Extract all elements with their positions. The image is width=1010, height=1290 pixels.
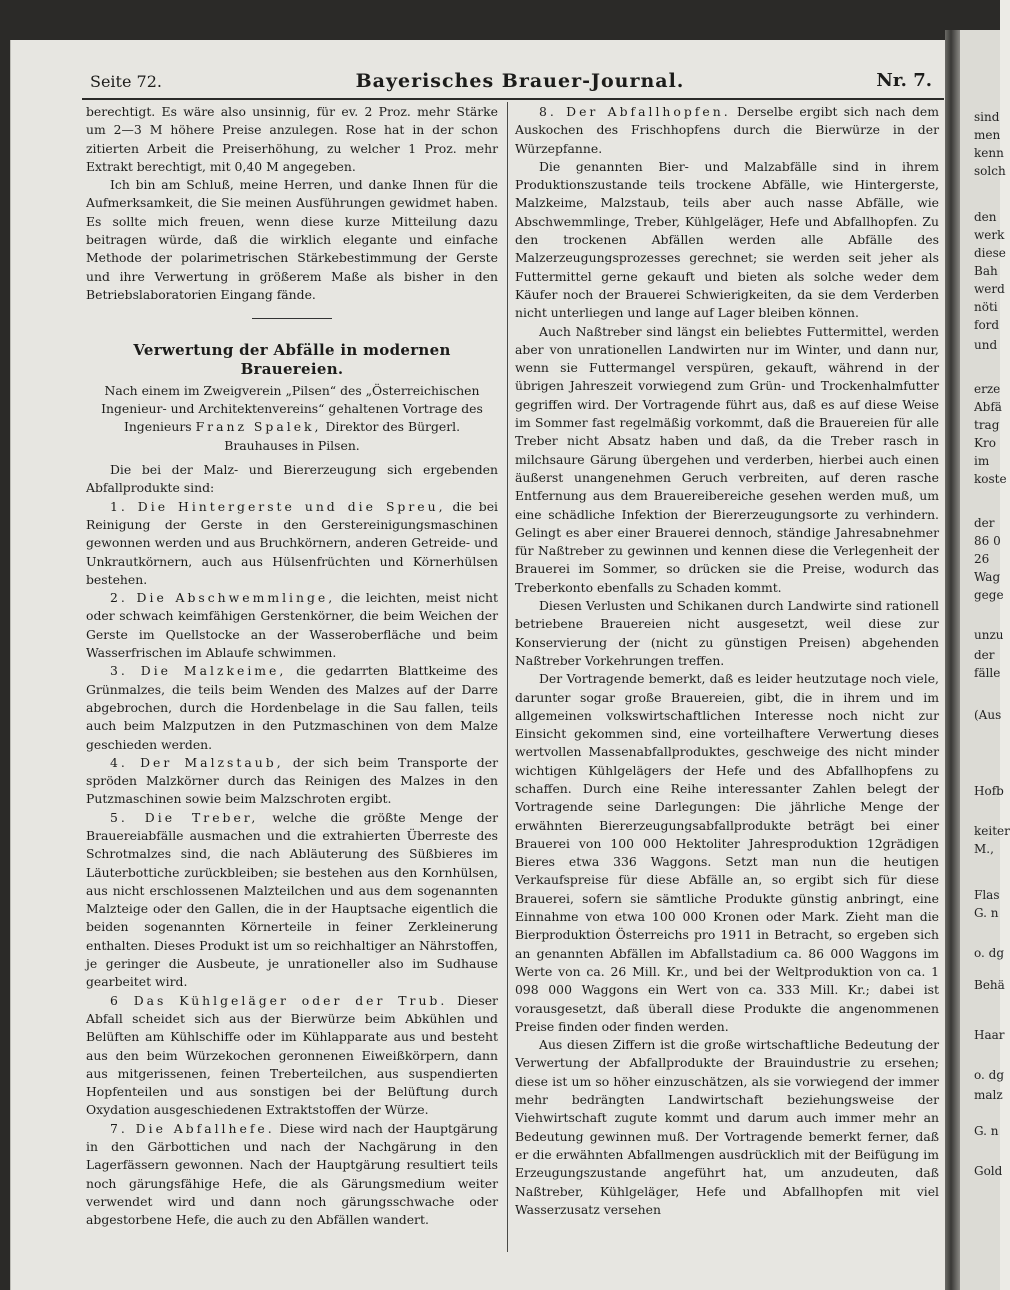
section-divider xyxy=(252,318,332,319)
list-item xyxy=(86,754,498,809)
next-page-fragment: der xyxy=(974,516,995,530)
paragraph: Ich bin am Schluß, meine Herren, und danke Ihnen für die Aufmerksamkeit, die Sie meinen Ausführungen gewidmet haben. Es sollte mich freuen, wenn diese kurze Mitteilung dazu beitragen würde, daß die wirklich elegante und einfache Methode der polarimetrischen Stärkebestimmung der Gerste und ihre Verwertung in größerem Maße als bisher in den Betriebslaboratorien Eingang fände. xyxy=(86,177,498,302)
list-item xyxy=(86,498,498,589)
item-label: 5. Die Treber, xyxy=(110,809,259,825)
next-page-fragment: G. n xyxy=(974,906,999,920)
journal-title: Bayerisches Brauer-Journal. xyxy=(355,70,685,92)
paragraph: Der Vortragende bemerkt, daß es leider heutzutage noch viele, darunter sogar große Brauereien, gibt, die in ihrem und im allgemeinen volkswirtschaftlichen Interesse noch nicht zur Einsicht gekommen sind, eine vorteilhaftere Verwertung dieses wertvollen Massenabfallproduktes, geschweige des nicht minder wichtigen Kühlgelägers der Hefe und des Abfallhopfens zu schaffen. Durch eine Reihe interessanter Zahlen belegt der Vortragende seine Darlegungen: Die jährliche Menge der erwähnten Biererzeugungsabfallprodukte beträgt bei einer Brauerei von 100 000 Hektoliter Jahresproduktion 12grädigen Bieres etwa 336 Waggons. Setzt man nun die heutigen Verkaufspreise für diese Abfälle an, so ergibt sich für diese Brauerei, sofern sie sämtliche Produkte günstig anbringt, eine Einnahme von etwa 100 000 Kronen oder Mark. Zieht man die Bierproduktion Österreichs pro 1911 in Betracht, so ergeben sich an genannten Abfällen im Abfallstadium ca. 86 000 Waggons im Werte von ca. 26 Mill. Kr., und bei der Weltproduktion von ca. 1 098 000 Waggons ein Wert von ca. 333 Mill. Kr.; dabei ist vorausgesetzt, daß überall diese Produkte die angenommenen Preise finden oder finden werden. xyxy=(515,671,939,1034)
next-page-fragment: kenn xyxy=(974,146,1004,160)
next-page-fragment: Flas xyxy=(974,888,1000,902)
next-page-fragment: Bah xyxy=(974,264,998,278)
next-page-fragment: koste xyxy=(974,472,1007,486)
next-page-fragment: Haar xyxy=(974,1028,1005,1042)
next-page-fragment: Kro xyxy=(974,436,996,450)
next-page-fragment: M., xyxy=(974,842,994,856)
next-page-fragment: diese xyxy=(974,246,1006,260)
next-page-fragment: ford xyxy=(974,318,1000,332)
next-page-fragment: solch xyxy=(974,164,1006,178)
next-page-fragment: fälle xyxy=(974,666,1001,680)
item-text: die bei Reinigung der Gerste in den Gerstereinigungsmaschinen gewonnen werden und aus Bruchkörnern, anderen Getreide- und Unkrautkörnern, auch aus Hülsenfrüchten und Körnerhülsen bestehen. xyxy=(86,498,498,587)
next-page-fragment: keiter xyxy=(974,824,1010,838)
item-label: 2. Die Abschwemmlinge, xyxy=(110,590,336,606)
next-page-fragment: Behä xyxy=(974,978,1005,992)
author-title: Direktor des Bürgerl. Brauhauses in Pilsen. xyxy=(224,419,461,453)
next-page-fragment: und xyxy=(974,338,998,352)
right-column xyxy=(515,103,939,1219)
next-page-fragment: den xyxy=(974,210,997,224)
author-name: Franz Spalek, xyxy=(195,419,322,435)
item-text: die gedarrten Blattkeime des Grünmalzes, die teils beim Wenden des Malzes auf der Darre abgebrochen, durch die Hordenbelage in die Sau fallen, teils auch beim Malzputzen in den Putzmaschinen von dem Malze geschieden werden. xyxy=(86,663,498,752)
next-page-fragment: gege xyxy=(974,588,1004,602)
paragraph: berechtigt. Es wäre also unsinnig, für ev. 2 Proz. mehr Stärke um 2—3 M höhere Preise anzulegen. Rose hat in der schon zitierten Arbeit die Preiserhöhung, zu welcher 1 Proz. mehr Extrakt berechtigt, mit 0,40 M angegeben. xyxy=(86,104,498,174)
item-text: der sich beim Transporte der spröden Malzkörner durch das Reinigen des Malzes in den Putzmaschinen sowie beim Malzschroten ergibt. xyxy=(86,754,498,807)
item-label: 6 Das Kühlgeläger oder der Trub. xyxy=(110,992,448,1008)
next-page-fragment: erze xyxy=(974,382,1001,396)
list-item xyxy=(86,662,498,753)
left-column xyxy=(86,103,498,1230)
paragraph: Die genannten Bier- und Malzabfälle sind in ihrem Produktionszustande teils trockene Abfälle, wie Hintergerste, Malzkeime, Malzstaub, teils aber auch nasse Abfälle, wie Abschwemmlinge, Treber, Kühlgeläger, Hefe und Abfallhopfen. Zu den trockenen Abfällen werden alle Abfälle des Malzerzeugungsprozesses gerechnet; sie werden seit jeher als Futtermittel gerne gekauft und bieten als solche weder dem Käufer noch der Brauerei Schwierigkeiten, da sie dem Verderben nicht unterliegen und lange auf Lager bleiben können. xyxy=(515,158,939,321)
article-byline xyxy=(86,382,498,455)
next-page-fragment: trag xyxy=(974,418,1000,432)
item-label: 7. Die Abfallhefe. xyxy=(110,1120,275,1136)
next-page-fragment: malz xyxy=(974,1088,1003,1102)
paragraph: Aus diesen Ziffern ist die große wirtschaftliche Bedeutung der Verwertung der Abfallprodukte der Brauindustrie zu ersehen; diese ist um so höher einzuschätzen, als sie vorwiegend der immer mehr bedrängten Landwirtschaft beziehungsweise der Viehwirtschaft zugute kommt und darum auch immer mehr an Bedeutung gewinnen muß. Der Vortragende bemerkt ferner, daß er die erwähnten Abfallmengen ausdrücklich mit der Beifügung im Erzeugungszustande angeführt hat, um anzudeuten, daß Naßtreber, Kühlgeläger, Hefe und Abfallhopfen mit viel Wasserzusatz versehen xyxy=(515,1037,939,1217)
item-label: 1. Die Hintergerste und die Spreu, xyxy=(110,498,446,514)
list-item xyxy=(86,809,498,992)
next-page-fragment: unzu xyxy=(974,628,1004,642)
paragraph: Diesen Verlusten und Schikanen durch Landwirte sind rationell betriebene Brauereien nicht ausgesetzt, weil diese zur Konservierung der (nicht zu günstigen Preisen) abgehenden Naßtreber Vorkehrungen treffen. xyxy=(515,598,939,668)
item-text: die leichten, meist nicht oder schwach keimfähigen Gerstenkörner, die beim Weichen der Gerste im Quellstocke an der Wasseroberfläche und beim Wasserfrischen im Ablaufe schwimmen. xyxy=(86,590,498,661)
next-page-fragment: Wag xyxy=(974,570,1001,584)
next-page-fragment: (Aus xyxy=(974,708,1002,722)
next-page-fragment: werk xyxy=(974,228,1005,242)
next-page-fragment: G. n xyxy=(974,1124,999,1138)
issue-number: Nr. 7. xyxy=(876,70,932,91)
byline-text: Nach einem im Zweigverein „Pilsen“ des „Österreichischen Ingenieur- und Architektenvereins“ gehaltenen Vortrage des Ingenieurs xyxy=(101,382,483,435)
book-gutter xyxy=(945,30,960,1290)
next-page-fragment: nöti xyxy=(974,300,998,314)
next-page-fragment: o. dg xyxy=(974,946,1005,960)
list-item xyxy=(86,992,498,1120)
next-page-fragment: der xyxy=(974,648,995,662)
item-text: Derselbe ergibt sich nach dem Auskochen des Frischhopfens durch die Bierwürze in der Würzepfanne. xyxy=(515,104,939,156)
item-text: welche die größte Menge der Brauereiabfälle ausmachen und die extrahierten Überreste des Schrotmalzes sind, die nach Abläuterung des Süßbieres im Läuterbottiche zurückbleiben; sie bestehen aus den Kornhülsen, aus nicht erschlossenen Malzteilchen und aus dem sogenannten Malzteige oder den Gallen, die in der Hauptsache eigentlich die beiden sogenannten Körnerteile in feiner Zerkleinerung enthalten. Dieses Produkt ist um so reichhaltiger an Nährstoffen, je geringer die Ausbeute, je unrationeller also im Sudhause gearbeitet wird. xyxy=(86,809,498,990)
next-page-fragment: Hofb xyxy=(974,784,1004,798)
item-text: Diese wird nach der Hauptgärung in den Gärbottichen und nach der Nachgärung in den Lagerfässern gewonnen. Nach der Hauptgärung resultiert teils noch gärungsfähige Hefe, die als Gärungsmedium weiter verwendet wird und dann noch gärungsschwache oder abgestorbene Hefe, die auch zu den Abfällen wandert. xyxy=(86,1120,498,1228)
item-label: 8. Der Abfallhopfen. xyxy=(539,104,731,119)
next-page-fragment: men xyxy=(974,128,1001,142)
list-item xyxy=(86,589,498,662)
next-page-fragment: werd xyxy=(974,282,1005,296)
item-label: 3. Die Malzkeime, xyxy=(110,663,287,679)
next-page-fragment: o. dg xyxy=(974,1068,1005,1082)
next-page-fragment: Abfä xyxy=(974,400,1002,414)
item-label: 4. Der Malzstaub, xyxy=(110,754,284,770)
page-header xyxy=(90,70,940,100)
next-page-fragment: 26 xyxy=(974,552,990,566)
item-text: Dieser Abfall scheidet sich aus der Bierwürze beim Abkühlen und Belüften am Kühlschiffe oder im Kühlapparate aus und besteht aus den beim Würzekochen geronnenen Eiweißkörpern, dann aus mitgerissenen, feinen Treberteilchen, aus suspendierten Hopfenteilen und aus sonstigen bei der Belüftung durch Oxydation ausgeschiedenen Extraktstoffen der Würze. xyxy=(86,992,498,1118)
page-number: Seite 72. xyxy=(90,72,162,91)
header-rule xyxy=(82,98,944,100)
list-item xyxy=(86,1120,498,1230)
column-divider xyxy=(507,102,508,1252)
next-page-fragment: Gold xyxy=(974,1164,1003,1178)
paragraph: Die bei der Malz- und Biererzeugung sich ergebenden Abfallprodukte sind: xyxy=(86,462,498,496)
next-page-fragment: sind xyxy=(974,110,1000,124)
next-page-fragment: im xyxy=(974,454,990,468)
next-page-fragment: 86 0 xyxy=(974,534,1001,548)
article-title: Verwertung der Abfälle in modernen Brauereien. xyxy=(133,341,451,378)
list-item xyxy=(515,103,939,158)
paragraph: Auch Naßtreber sind längst ein beliebtes Futtermittel, werden aber von unrationellen Landwirten nur im Winter, und dann nur, wenn sie Futtermangel verspüren, gekauft, während in der übrigen Jahreszeit vorwiegend zum Grün- und Trockenhalmfutter gegriffen wird. Der Vortragende führt aus, daß es auf diese Weise im Sommer fast regelmäßig vorkommt, daß die Brauereien für alle Treber nicht Absatz haben und daß, da die Treber rasch in milchsaure Gärung übergehen und verderben, hierbei auch einen äußerst unangenehmen Geruch verbreiten, auf deren rasche Entfernung aus dem Brauereibereiche gesehen werden muß, um eine schädliche Infektion der Biererzeugungsorte zu verhindern. Gelingt es aber einer Brauerei dennoch, ständige Jahresabnehmer für Naßtreber zu gewinnen und kennen diese die Verlegenheit der Brauerei im Sommer, so drücken sie die Preise, wodurch das Treberkonto ebenfalls zu Schaden kommt. xyxy=(515,323,939,595)
